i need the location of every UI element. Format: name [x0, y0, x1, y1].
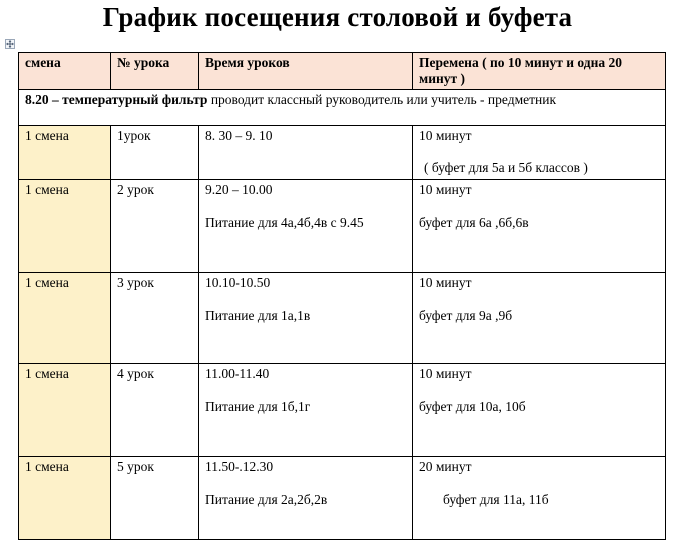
break-value: 10 минут	[419, 182, 472, 197]
note-row	[19, 90, 666, 126]
time-value: 11.50-.12.30	[205, 459, 274, 474]
time-cell	[199, 273, 413, 364]
meal-value: Питание для 4а,4б,4в с 9.45	[205, 215, 364, 230]
break-cell	[413, 126, 666, 180]
lesson-cell: 3 урок	[111, 273, 199, 364]
note-text: проводит классный руководитель или учитель - предметник	[207, 92, 557, 107]
time-cell	[199, 126, 413, 180]
time-value: 10.10-10.50	[205, 275, 271, 290]
shift-cell: 1 смена	[19, 273, 111, 364]
buffet-value: ( буфет для 5а и 5б классов )	[424, 160, 588, 175]
header-shift: смена	[19, 53, 111, 90]
meal-value: Питание для 1а,1в	[205, 308, 311, 323]
shift-cell: 1 смена	[19, 364, 111, 457]
table-move-handle-icon[interactable]	[5, 39, 15, 49]
schedule-table	[18, 52, 666, 540]
buffet-value: буфет для 9а ,9б	[419, 308, 513, 323]
header-lesson: № урока	[111, 53, 199, 90]
table-row	[19, 457, 666, 540]
buffet-value: буфет для 11а, 11б	[443, 492, 549, 507]
break-value: 20 минут	[419, 459, 472, 474]
buffet-value: буфет для 10а, 10б	[419, 399, 526, 414]
note-time: 8.20 – температурный фильтр	[25, 92, 208, 107]
time-value: 9.20 – 10.00	[205, 182, 273, 197]
break-cell	[413, 457, 666, 540]
table-row	[19, 126, 666, 180]
table-row	[19, 273, 666, 364]
lesson-cell: 5 урок	[111, 457, 199, 540]
time-cell	[199, 364, 413, 457]
buffet-value: буфет для 6а ,6б,6в	[419, 215, 529, 230]
break-cell	[413, 364, 666, 457]
lesson-cell: 2 урок	[111, 180, 199, 273]
break-value: 10 минут	[419, 275, 472, 290]
header-time: Время уроков	[199, 53, 413, 90]
meal-value: Питание для 1б,1г	[205, 399, 311, 414]
time-cell	[199, 457, 413, 540]
break-value: 10 минут	[419, 128, 472, 143]
table-header-row	[19, 53, 666, 90]
lesson-cell: 1урок	[111, 126, 199, 180]
page-title: График посещения столовой и буфета	[102, 2, 573, 32]
shift-cell: 1 смена	[19, 180, 111, 273]
shift-cell: 1 смена	[19, 457, 111, 540]
break-cell	[413, 273, 666, 364]
table-row	[19, 364, 666, 457]
shift-cell: 1 смена	[19, 126, 111, 180]
note-cell	[19, 90, 666, 126]
time-value: 8. 30 – 9. 10	[205, 128, 273, 143]
time-value: 11.00-11.40	[205, 366, 270, 381]
header-break: Перемена ( по 10 минут и одна 20 минут )	[413, 53, 666, 90]
break-value: 10 минут	[419, 366, 472, 381]
break-cell	[413, 180, 666, 273]
meal-value: Питание для 2а,2б,2в	[205, 492, 328, 507]
lesson-cell: 4 урок	[111, 364, 199, 457]
time-cell	[199, 180, 413, 273]
table-row	[19, 180, 666, 273]
